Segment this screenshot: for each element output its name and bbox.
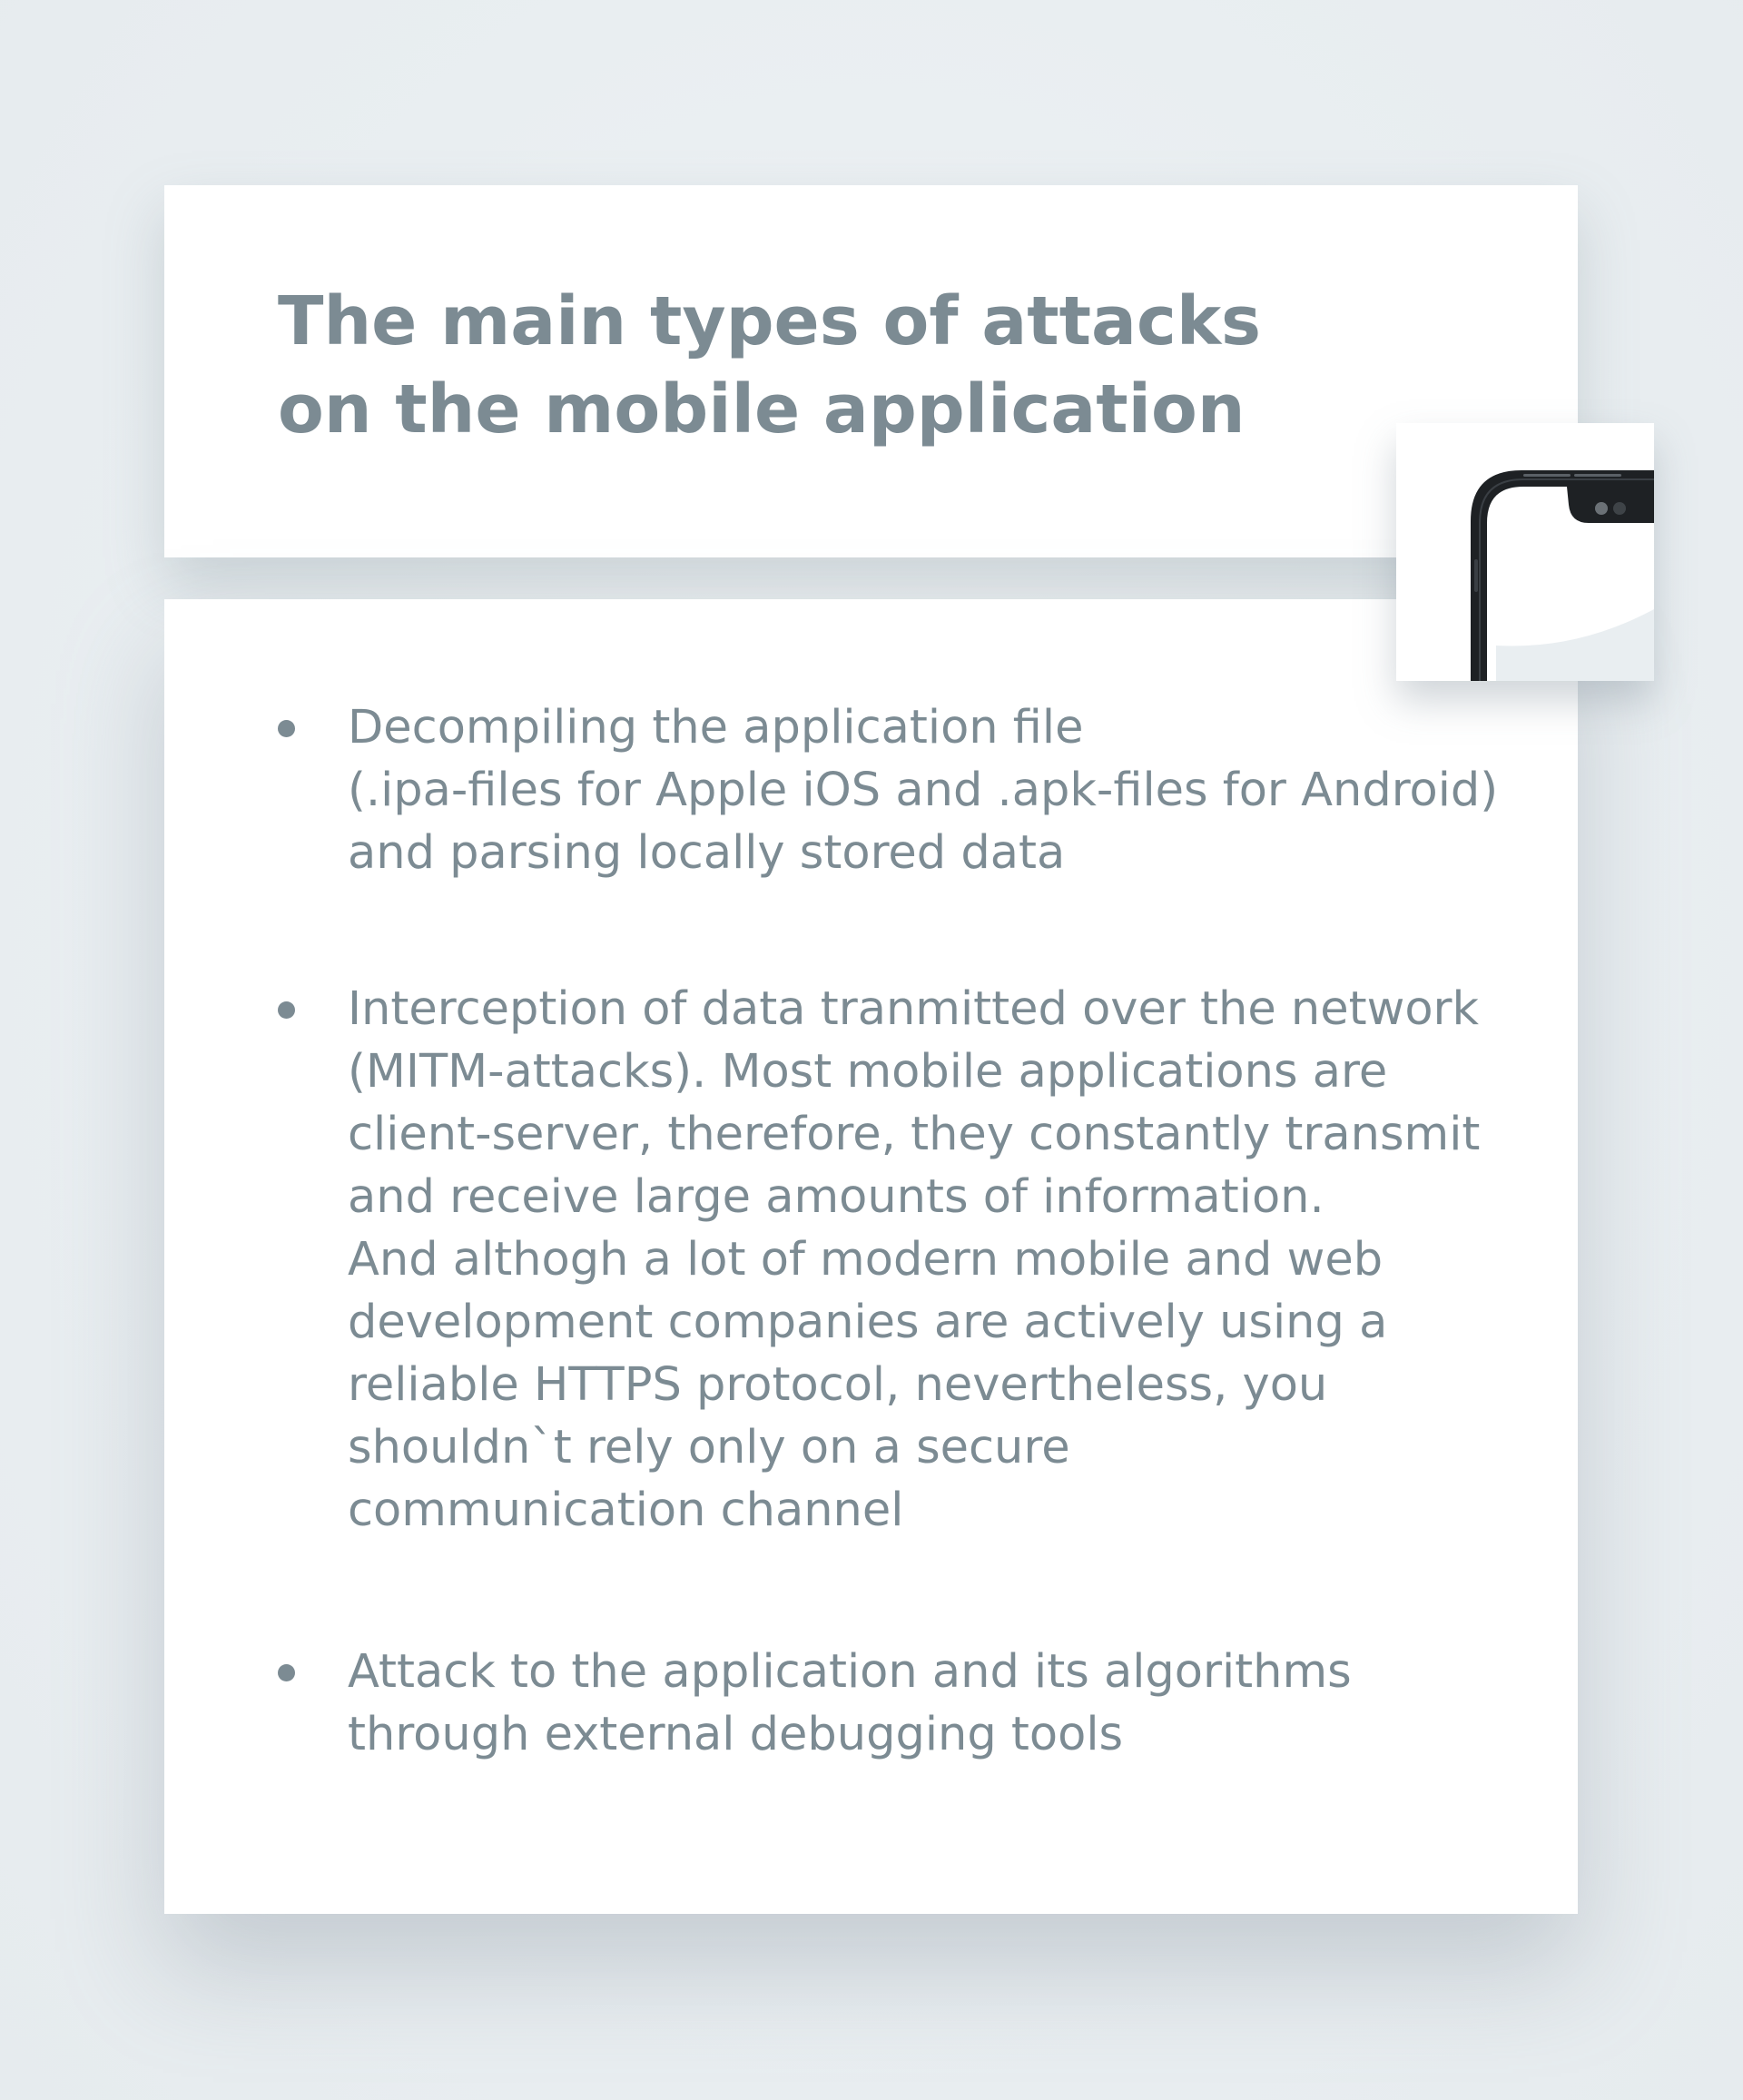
phone-illustration <box>1396 423 1654 681</box>
list-item-line: shouldn`t rely only on a secure <box>348 1421 1070 1474</box>
list-item-line: and parsing locally stored data <box>348 826 1066 880</box>
list-item-line: Interception of data tranmitted over the network <box>348 982 1480 1036</box>
list-item-line: Decompiling the application file <box>348 701 1084 754</box>
list-item-text <box>348 1641 1352 1766</box>
list-item-line: client-server, therefore, they constantly transmit <box>348 1108 1481 1161</box>
list-item-line: through external debugging tools <box>348 1708 1124 1761</box>
list-item-text <box>348 978 1480 1542</box>
title-line: on the mobile application <box>278 370 1246 449</box>
list-item-line: (MITM-attacks). Most mobile applications are <box>348 1045 1388 1099</box>
list-item-line: Attack to the application and its algorithms <box>348 1645 1352 1699</box>
title-line: The main types of attacks <box>278 282 1262 360</box>
smartphone-icon <box>1396 423 1654 681</box>
list-item-text <box>348 696 1498 884</box>
list-item-line: and receive large amounts of information. <box>348 1170 1324 1224</box>
bullet-dot-icon <box>278 720 295 737</box>
bullet-dot-icon <box>278 1001 295 1019</box>
list-item-line: And althogh a lot of modern mobile and web <box>348 1233 1384 1287</box>
bullet-dot-icon <box>278 1664 295 1681</box>
list-item-line: development companies are actively using a <box>348 1296 1388 1349</box>
list-item-line: (.ipa-files for Apple iOS and .apk-files for Android) <box>348 764 1499 817</box>
list-item-line: communication channel <box>348 1484 904 1537</box>
page-title <box>278 278 1367 454</box>
list-item-line: reliable HTTPS protocol, nevertheless, you <box>348 1358 1328 1412</box>
